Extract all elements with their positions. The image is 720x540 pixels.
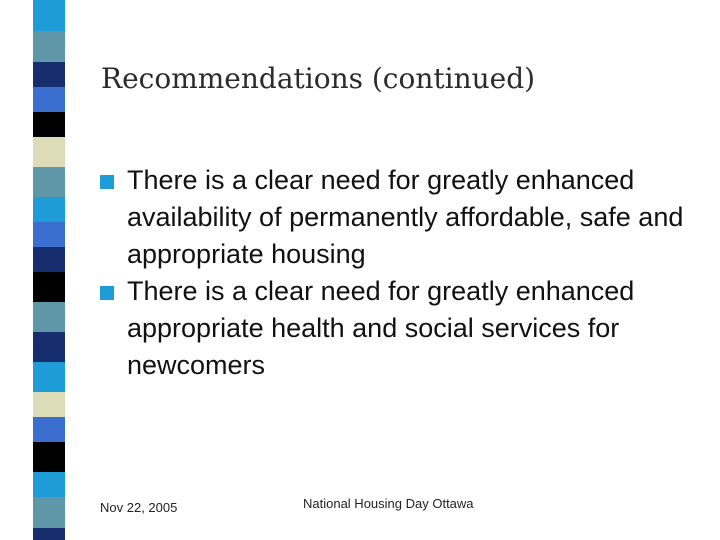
square-bullet-icon: [100, 286, 114, 300]
color-bar-block: [33, 332, 65, 362]
color-bar-block: [33, 247, 65, 272]
bullet-text-2: There is a clear need for greatly enhanced appropriate health and social services for newcomers: [127, 276, 635, 380]
color-bar-block: [33, 137, 65, 167]
color-bar-block: [33, 392, 65, 417]
bullet-item-2: [100, 273, 700, 384]
color-bar-block: [33, 167, 65, 197]
color-bar-block: [33, 497, 65, 528]
color-bar-block: [33, 197, 65, 222]
color-bar-block: [33, 302, 65, 332]
color-bar-block: [33, 528, 65, 540]
color-bar-block: [33, 112, 65, 137]
color-bar-block: [33, 0, 65, 31]
bullet-item-1: [100, 162, 700, 273]
footer-title: National Housing Day Ottawa: [303, 496, 474, 511]
color-bar-block: [33, 442, 65, 472]
color-bar-block: [33, 62, 65, 87]
footer-date: Nov 22, 2005: [100, 500, 178, 515]
slide-title: Recommendations (continued): [101, 62, 536, 95]
color-bar-block: [33, 272, 65, 302]
color-bar-block: [33, 472, 65, 497]
square-bullet-icon: [100, 175, 114, 189]
bullet-text-1: There is a clear need for greatly enhanced availability of permanently affordable, safe and appropriate housing: [127, 165, 684, 269]
color-bar-block: [33, 417, 65, 442]
bullet-list: [100, 162, 700, 384]
color-bar-block: [33, 87, 65, 112]
color-bar-block: [33, 362, 65, 392]
decorative-color-bar: [33, 0, 65, 540]
color-bar-block: [33, 31, 65, 62]
color-bar-block: [33, 222, 65, 247]
